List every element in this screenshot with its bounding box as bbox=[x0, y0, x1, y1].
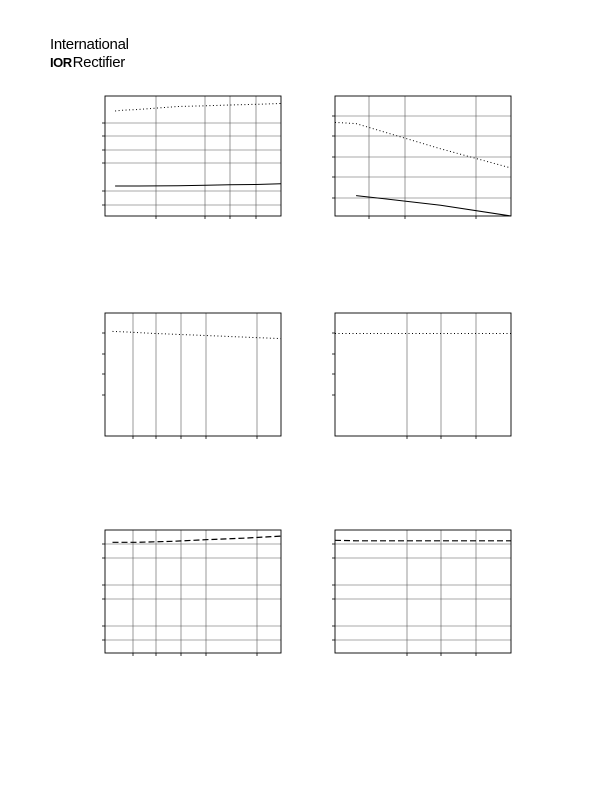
company-logo-mark: IOR bbox=[50, 55, 72, 70]
chart-2-series-line-0 bbox=[335, 122, 511, 168]
chart-3 bbox=[102, 313, 281, 439]
chart-1-frame bbox=[105, 96, 281, 216]
company-name-line1: International bbox=[50, 36, 129, 53]
chart-3-frame bbox=[105, 313, 281, 436]
chart-3-series-line-0 bbox=[113, 331, 282, 338]
chart-5-frame bbox=[105, 530, 281, 653]
company-name-line2: Rectifier bbox=[72, 54, 125, 71]
chart-4 bbox=[332, 313, 511, 439]
chart-2 bbox=[332, 96, 511, 219]
chart-1 bbox=[102, 96, 281, 219]
chart-6 bbox=[332, 530, 511, 656]
chart-6-frame bbox=[335, 530, 511, 653]
chart-5-series-line-0 bbox=[113, 536, 282, 542]
chart-2-series-line-1 bbox=[356, 196, 511, 216]
chart-6-series-line-0 bbox=[335, 540, 511, 541]
chart-4-frame bbox=[335, 313, 511, 436]
chart-5 bbox=[102, 530, 281, 656]
